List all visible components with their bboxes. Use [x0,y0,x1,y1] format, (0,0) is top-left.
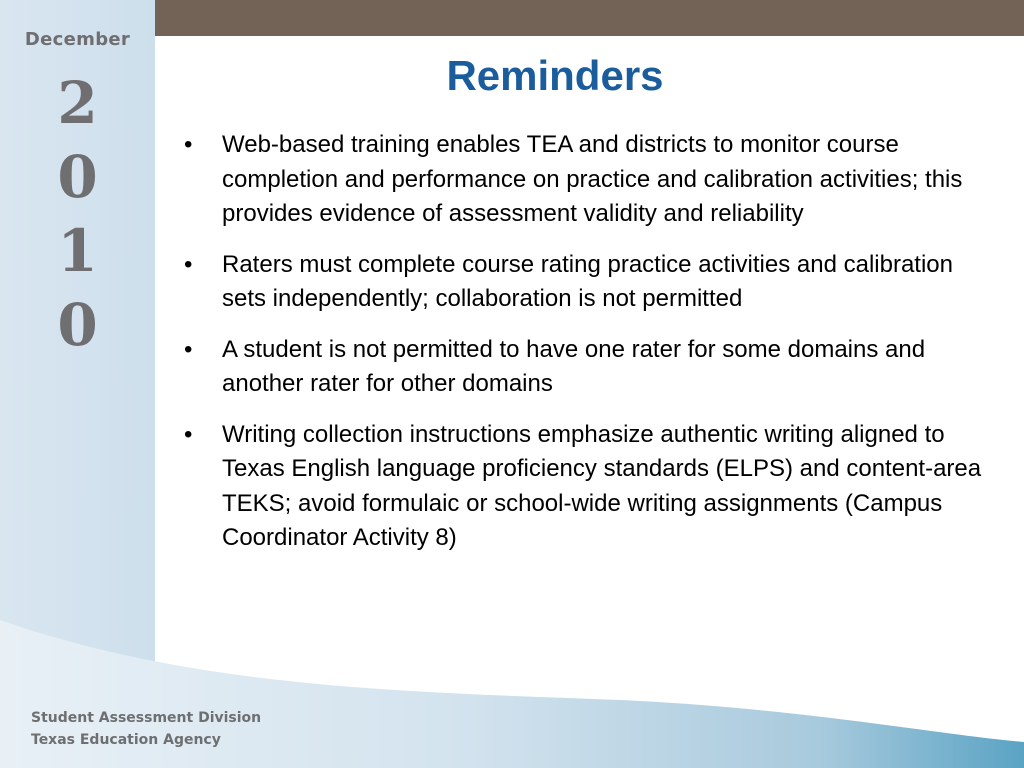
bullet-text: Web-based training enables TEA and districts to monitor course completion and performance on practice and calibration activities; this provides evidence of assessment validity and reliability [222,131,963,227]
bullet-dot-icon: • [184,420,193,448]
bullet-dot-icon: • [184,250,193,278]
bullet-dot-icon: • [184,131,193,158]
bullet-text: Writing collection instructions emphasize authentic writing aligned to Texas English language proficiency standards (ELPS) and content-area TEKS; avoid formulaic or school-wide writing assignments (Campus Coordinator Activity 8) [222,420,982,551]
footer-division: Student Assessment Division [31,710,262,726]
bullet-list [180,128,990,572]
bullet-item [180,333,990,402]
bullet-item [180,128,990,232]
footer-organization [31,707,261,751]
footer-agency: Texas Education Agency [31,732,221,748]
bullet-text: Raters must complete course rating practice activities and calibration sets independently; collaboration is not permitted [222,250,953,312]
bullet-text: A student is not permitted to have one rater for some domains and another rater for other domains [222,335,926,397]
bullet-item [180,418,990,556]
top-bar [155,0,1024,36]
month-label: December [24,29,131,50]
bullet-dot-icon: • [184,335,193,363]
bullet-item [180,248,990,317]
year-digit: 1 [57,217,98,285]
year-digit: 0 [57,291,98,359]
slide-title: Reminders [446,52,664,99]
year-digit: 2 [57,69,98,137]
year-digit: 0 [57,143,98,211]
